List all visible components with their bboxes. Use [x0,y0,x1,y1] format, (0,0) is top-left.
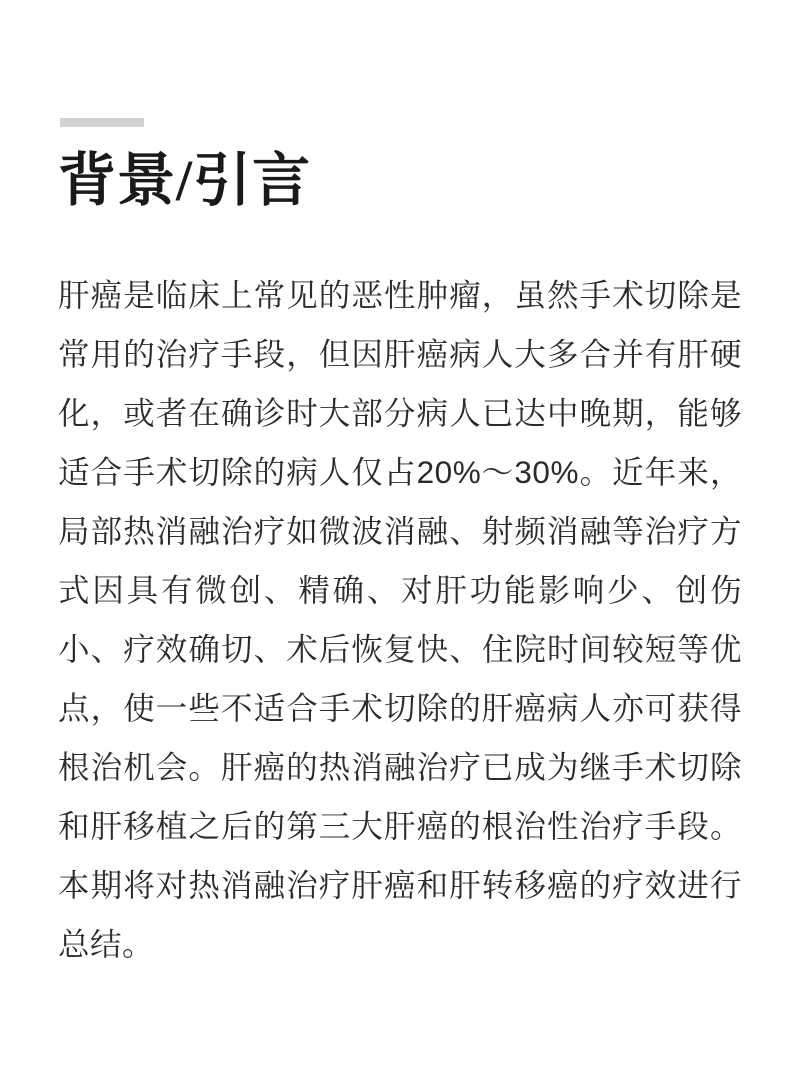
article-paragraph: 肝癌是临床上常见的恶性肿瘤，虽然手术切除是常用的治疗手段，但因肝癌病人大多合并有肝硬化，或者在确诊时大部分病人已达中晚期，能够适合手术切除的病人仅占20%～30%。近年来，局部热消融治疗如微波消融、射频消融等治疗方式因具有微创、精确、对肝功能影响少、创伤小、疗效确切、术后恢复快、住院时间较短等优点，使一些不适合手术切除的肝癌病人亦可获得根治机会。肝癌的热消融治疗已成为继手术切除和肝移植之后的第三大肝癌的根治性治疗手段。本期将对热消融治疗肝癌和肝转移癌的疗效进行总结。 [58,276,742,962]
heading-accent-bar [60,118,144,127]
page-title: 背景/引言 [58,148,312,213]
